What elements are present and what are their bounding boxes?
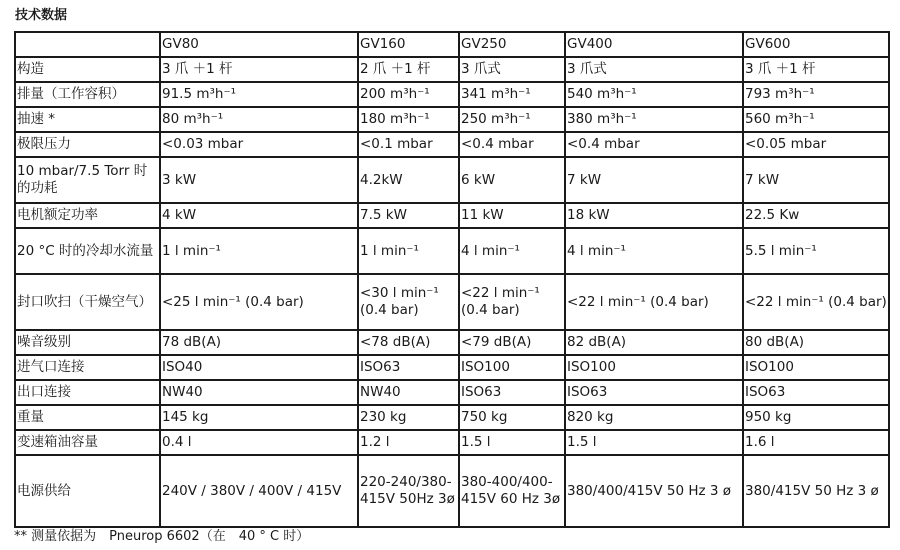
table-row (15, 57, 889, 82)
table-cell: ISO63 (743, 380, 889, 405)
table-cell: 82 dB(A) (565, 330, 743, 355)
table-cell: 6 kW (459, 157, 565, 203)
table-cell: 250 m³h⁻¹ (459, 107, 565, 132)
header-cell: GV160 (358, 32, 459, 57)
row-label: 排量（工作容积） (15, 82, 160, 107)
table-row (15, 380, 889, 405)
table-cell: <30 l min⁻¹ (0.4 bar) (358, 274, 459, 330)
table-cell: 240V / 380V / 400V / 415V (160, 455, 358, 527)
table-cell: 18 kW (565, 203, 743, 228)
table-cell: ISO40 (160, 355, 358, 380)
table-row (15, 157, 889, 203)
table-cell: 4.2kW (358, 157, 459, 203)
row-label: 极限压力 (15, 132, 160, 157)
table-cell: 1.2 l (358, 430, 459, 455)
row-label: 电源供给 (15, 455, 160, 527)
table-cell: 5.5 l min⁻¹ (743, 228, 889, 274)
table-cell: 80 m³h⁻¹ (160, 107, 358, 132)
table-header-row (15, 32, 889, 57)
table-cell: ISO63 (459, 380, 565, 405)
table-cell: 1 l min⁻¹ (160, 228, 358, 274)
table-cell: 950 kg (743, 405, 889, 430)
table-row (15, 405, 889, 430)
table-cell: <22 l min⁻¹ (0.4 bar) (565, 274, 743, 330)
header-cell: GV400 (565, 32, 743, 57)
table-cell: NW40 (160, 380, 358, 405)
row-label: 10 mbar/7.5 Torr 时的功耗 (15, 157, 160, 203)
row-label: 封口吹扫（干燥空气） (15, 274, 160, 330)
table-cell: <0.4 mbar (565, 132, 743, 157)
table-cell: 200 m³h⁻¹ (358, 82, 459, 107)
table-cell: 380/400/415V 50 Hz 3 ø (565, 455, 743, 527)
table-row (15, 132, 889, 157)
header-cell (15, 32, 160, 57)
section-heading: 技术数据 (15, 8, 68, 23)
table-cell: ISO100 (565, 355, 743, 380)
table-cell: 380 m³h⁻¹ (565, 107, 743, 132)
table-cell: 341 m³h⁻¹ (459, 82, 565, 107)
table-cell: 750 kg (459, 405, 565, 430)
header-cell: GV250 (459, 32, 565, 57)
table-cell: 1 l min⁻¹ (358, 228, 459, 274)
table-cell: 7 kW (743, 157, 889, 203)
table-cell: 145 kg (160, 405, 358, 430)
table-cell: 78 dB(A) (160, 330, 358, 355)
table-cell: 7 kW (565, 157, 743, 203)
table-row (15, 274, 889, 330)
table-cell: <78 dB(A) (358, 330, 459, 355)
table-row (15, 82, 889, 107)
row-label: 进气口连接 (15, 355, 160, 380)
table-cell: <0.4 mbar (459, 132, 565, 157)
row-label: 抽速 * (15, 107, 160, 132)
table-cell: 820 kg (565, 405, 743, 430)
table-cell: 560 m³h⁻¹ (743, 107, 889, 132)
table-cell: <22 l min⁻¹ (0.4 bar) (459, 274, 565, 330)
row-label: 出口连接 (15, 380, 160, 405)
table-cell: 380/415V 50 Hz 3 ø (743, 455, 889, 527)
table-cell: <0.03 mbar (160, 132, 358, 157)
table-cell: 3 爪 ＋1 杆 (743, 57, 889, 82)
header-cell: GV600 (743, 32, 889, 57)
table-cell: 3 爪式 (565, 57, 743, 82)
row-label: 变速箱油容量 (15, 430, 160, 455)
table-cell: <0.05 mbar (743, 132, 889, 157)
table-cell: 22.5 Kw (743, 203, 889, 228)
table-cell: <25 l min⁻¹ (0.4 bar) (160, 274, 358, 330)
table-row (15, 455, 889, 527)
table-cell: 1.5 l (565, 430, 743, 455)
table-cell: ISO100 (743, 355, 889, 380)
table-cell: 4 l min⁻¹ (459, 228, 565, 274)
table-cell: 220-240/380-415V 50Hz 3ø (358, 455, 459, 527)
table-cell: 3 爪式 (459, 57, 565, 82)
row-label: 电机额定功率 (15, 203, 160, 228)
header-cell: GV80 (160, 32, 358, 57)
table-row (15, 228, 889, 274)
row-label: 噪音级别 (15, 330, 160, 355)
table-cell: <22 l min⁻¹ (0.4 bar) (743, 274, 889, 330)
table-cell: 11 kW (459, 203, 565, 228)
table-row (15, 355, 889, 380)
table-cell: ISO63 (565, 380, 743, 405)
technical-data-table (14, 31, 890, 528)
table-cell: 0.4 l (160, 430, 358, 455)
table-cell: 2 爪 ＋1 杆 (358, 57, 459, 82)
row-label: 重量 (15, 405, 160, 430)
table-cell: 1.6 l (743, 430, 889, 455)
row-label: 20 °C 时的冷却水流量 (15, 228, 160, 274)
table-cell: 230 kg (358, 405, 459, 430)
table-cell: 3 爪 ＋1 杆 (160, 57, 358, 82)
table-cell: 7.5 kW (358, 203, 459, 228)
table-cell: <0.1 mbar (358, 132, 459, 157)
table-cell: 4 l min⁻¹ (565, 228, 743, 274)
table-cell: 180 m³h⁻¹ (358, 107, 459, 132)
table-cell: NW40 (358, 380, 459, 405)
table-cell: ISO63 (358, 355, 459, 380)
table-cell: 793 m³h⁻¹ (743, 82, 889, 107)
table-row (15, 330, 889, 355)
table-cell: 540 m³h⁻¹ (565, 82, 743, 107)
table-cell: 4 kW (160, 203, 358, 228)
table-row (15, 107, 889, 132)
table-cell: 380-400/400-415V 60 Hz 3ø (459, 455, 565, 527)
table-cell: 1.5 l (459, 430, 565, 455)
table-row (15, 430, 889, 455)
table-cell: 3 kW (160, 157, 358, 203)
row-label: 构造 (15, 57, 160, 82)
table-cell: <79 dB(A) (459, 330, 565, 355)
table-cell: 80 dB(A) (743, 330, 889, 355)
table-row (15, 203, 889, 228)
table-cell: 91.5 m³h⁻¹ (160, 82, 358, 107)
footnote: ** 测量依据为 Pneurop 6602（在 40 ° C 时） (14, 529, 310, 544)
table-cell: ISO100 (459, 355, 565, 380)
